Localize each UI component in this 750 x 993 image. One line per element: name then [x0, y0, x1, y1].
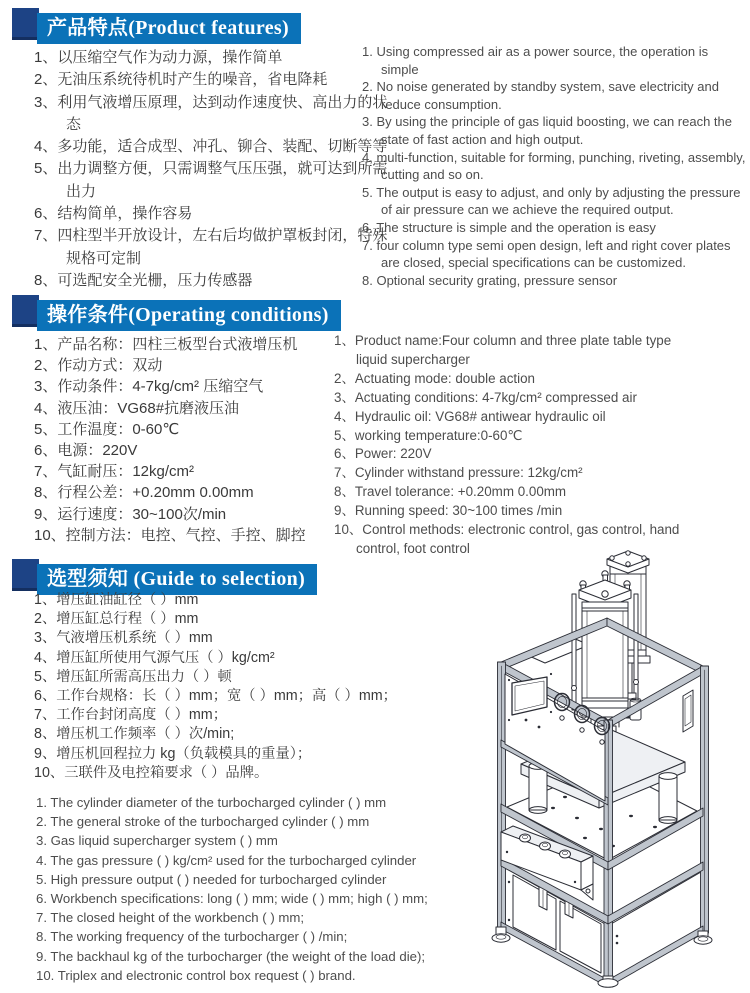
list-item: 2、作动方式：双动: [34, 357, 163, 375]
list-item: 2、无油压系统待机时产生的噪音，省电降耗: [34, 71, 328, 89]
section-header-operating-conditions: [12, 295, 341, 331]
list-item: 4、增压缸所使用气源气压（ ）kg/cm²: [34, 649, 275, 666]
list-item: 4. The gas pressure ( ) kg/cm² used for the turbocharged cylinder: [36, 852, 417, 868]
list-item: 3、利用气液增压原理，达到动作速度快、高出力的状态: [34, 93, 388, 133]
list-item: 8、可选配安全光栅，压力传感器: [34, 271, 253, 289]
list-item: 1. The cylinder diameter of the turbocharged cylinder ( ) mm: [36, 795, 387, 810]
list-item: 4、多功能，适合成型、冲孔、铆合、装配、切断等等: [34, 138, 388, 156]
list-item: 6、Power: 220V: [334, 446, 432, 462]
list-item: 9、增压机回程拉力 kg（负载模具的重量）；: [34, 745, 312, 762]
list-item: 6. The structure is simple and the operation is easy: [362, 219, 656, 235]
list-item: 5、出力调整方便，只需调整气压压强，就可达到所需出力: [34, 160, 388, 200]
list-item: 6. Workbench specifications: long ( ) mm; wide ( ) mm; high ( ) mm;: [36, 891, 428, 907]
guide-to-selection-cn-list: [34, 591, 504, 783]
list-item: 1、Product name:Four column and three plate table type liquid supercharger: [334, 333, 672, 367]
list-item: 10、三联件及电控箱要求（ ）品牌。: [34, 764, 269, 781]
list-item: 1. Using compressed air as a power source, the operation is simple: [362, 44, 709, 77]
list-item: 5、工作温度：0-60℃: [34, 420, 180, 438]
header-accent-square: [12, 8, 39, 40]
guide-to-selection-en-list: [36, 793, 536, 985]
list-item: 10、控制方法：电控、气控、手控、脚控: [34, 526, 306, 544]
machine-drawing: [481, 550, 745, 988]
list-item: 3、气液增压机系统（ ）mm: [34, 630, 213, 647]
list-item: 7. The closed height of the workbench ( ) mm;: [36, 910, 305, 926]
header-accent-square: [12, 559, 39, 591]
operating-conditions-cn-list: [34, 334, 374, 546]
list-item: 3. By using the principle of gas liquid boosting, we can reach the state of fast action and high output.: [362, 114, 733, 147]
list-item: 1、以压缩空气作为动力源，操作简单: [34, 49, 283, 66]
section-header-guide-to-selection: [12, 559, 317, 595]
list-item: 5、增压缸所需高压出力（ ）顿: [34, 668, 232, 685]
list-item: 4, multi-function, suitable for forming, punching, riveting, assembly, cutting and so on.: [362, 149, 746, 183]
section-title-product-features: 产品特点(Product features): [37, 13, 301, 44]
list-item: 6、工作台规格：长（ ）mm；宽（ ）mm；高（ ）mm；: [34, 688, 397, 705]
list-item: 4、Hydraulic oil: VG68# antiwear hydraulic oil: [334, 408, 606, 424]
list-item: 7. four column type semi open design, left and right cover plates are closed, special specifications can be customized.: [362, 237, 731, 271]
side-vent: [683, 690, 693, 732]
product-features-en-list: [362, 43, 748, 289]
list-item: 3. Gas liquid supercharger system ( ) mm: [36, 833, 278, 849]
list-item: 9. The backhaul kg of the turbocharger (the weight of the load die);: [36, 948, 426, 964]
list-item: 10. Triplex and electronic control box request ( ) brand.: [36, 967, 356, 983]
list-item: 2. No noise generated by standby system, save electricity and reduce consumption.: [362, 79, 719, 112]
list-item: 8、行程公差：+0.20mm 0.00mm: [34, 484, 254, 502]
list-item: 2、增压缸总行程（ ）mm: [34, 611, 199, 628]
list-item: 7、气缸耐压：12kg/cm²: [34, 463, 195, 481]
list-item: 3、Actuating conditions: 4-7kg/cm² compressed air: [334, 389, 637, 405]
machine-figure: [481, 550, 745, 988]
list-item: 7、四柱型半开放设计，左右后均做护罩板封闭，特殊规格可定制: [34, 227, 388, 267]
list-item: 5、working temperature:0-60℃: [334, 427, 523, 443]
list-item: 1、产品名称：四柱三板型台式液增压机: [34, 336, 298, 353]
list-item: 9、运行速度：30~100次/min: [34, 505, 227, 523]
list-item: 6、结构简单，操作容易: [34, 205, 193, 223]
list-item: 2、Actuating mode: double action: [334, 370, 535, 386]
list-item: 5. High pressure output ( ) needed for turbocharged cylinder: [36, 871, 387, 887]
list-item: 8. Optional security grating, pressure sensor: [362, 272, 618, 288]
list-item: 8、增压机工作频率（ ）次/min;: [34, 726, 235, 743]
operating-conditions-en-list: [334, 332, 690, 559]
list-item: 6、电源：220V: [34, 442, 138, 460]
list-item: 5. The output is easy to adjust, and only by adjusting the pressure of air pressure can we achieve the required output.: [362, 184, 741, 218]
list-item: 2. The general stroke of the turbocharged cylinder ( ) mm: [36, 814, 370, 830]
list-item: 8、Travel tolerance: +0.20mm 0.00mm: [334, 484, 567, 500]
list-item: 4、液压油：VG68#抗磨液压油: [34, 399, 240, 417]
list-item: 9、Running speed: 30~100 times /min: [334, 503, 563, 519]
list-item: 1、增压缸油缸径（ ）mm: [34, 592, 199, 608]
list-item: 7、Cylinder withstand pressure: 12kg/cm²: [334, 465, 583, 481]
list-item: 10、Control methods: electronic control, gas control, hand control, foot control: [334, 522, 680, 556]
list-item: 3、作动条件：4-7kg/cm² 压缩空气: [34, 378, 264, 396]
product-features-cn-list: [34, 47, 396, 292]
header-accent-square: [12, 295, 39, 327]
list-item: 7、工作台封闭高度（ ）mm；: [34, 707, 228, 724]
section-title-operating-conditions: 操作条件(Operating conditions): [37, 300, 341, 331]
list-item: 8. The working frequency of the turbocharger ( ) /min;: [36, 929, 348, 945]
section-title-guide-to-selection: 选型须知 (Guide to selection): [37, 564, 317, 595]
section-header-product-features: [12, 8, 301, 44]
